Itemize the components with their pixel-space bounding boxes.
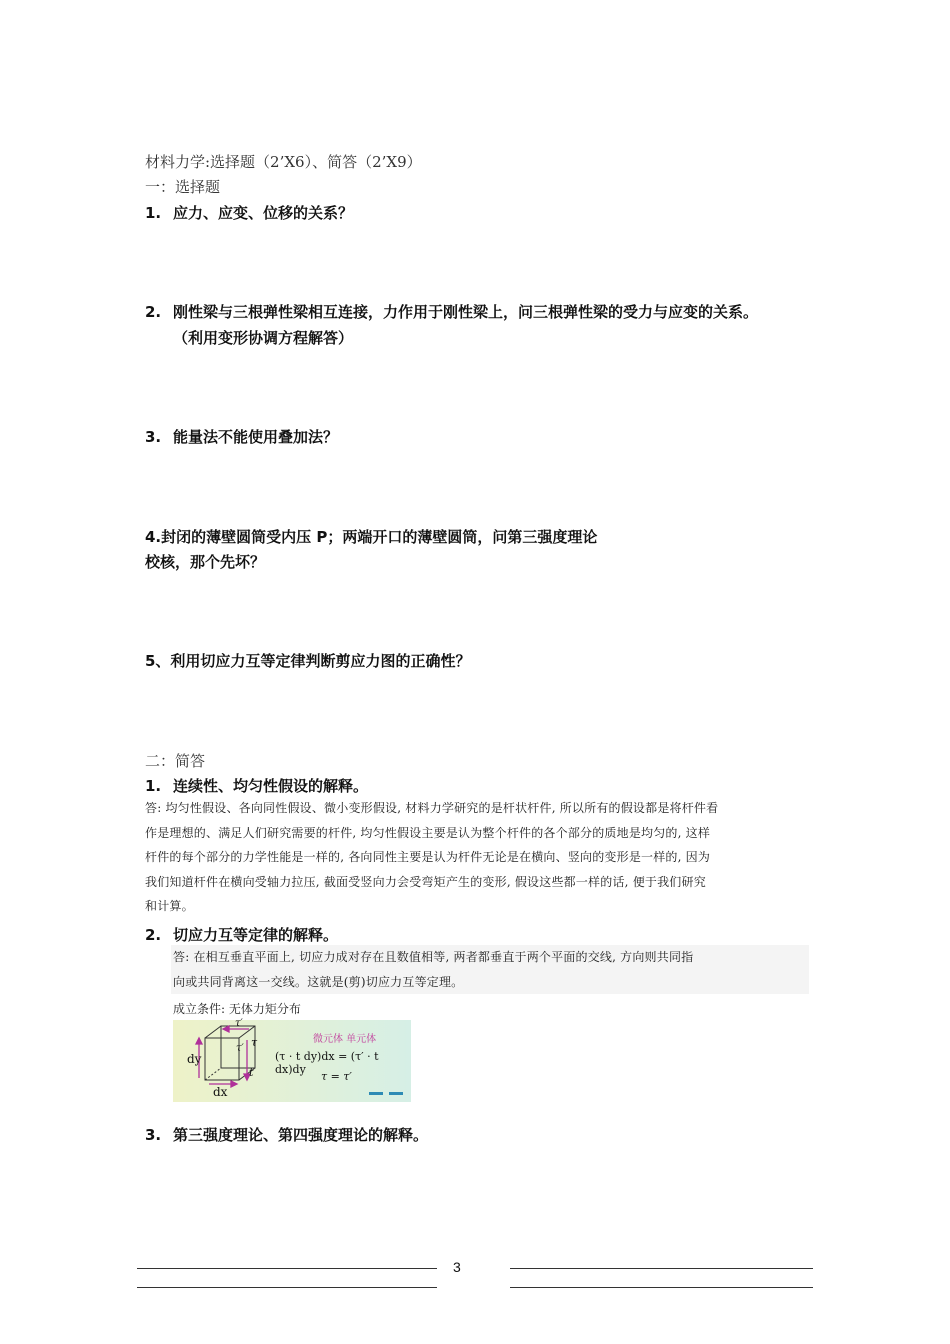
footer-rule-right-bottom xyxy=(510,1287,813,1288)
equation-2: τ = τ′ xyxy=(321,1070,352,1083)
figure-title: 微元体 单元体 xyxy=(313,1034,377,1045)
answer-line: 答: 均匀性假设、各向同性假设、微小变形假设, 材料力学研究的是杆状杆件, 所以所有的假设都是将杆件看 xyxy=(145,801,719,815)
tau-prime-label-top: τ′ xyxy=(235,1018,243,1029)
decor-bar-2 xyxy=(389,1092,403,1095)
answer-line: 向或共同背离这一交线。这就是(剪)切应力互等定理。 xyxy=(173,974,464,989)
short-question-3 xyxy=(145,1124,428,1145)
question-text: 连续性、均匀性假设的解释。 xyxy=(173,777,369,795)
answer-line: 和计算。 xyxy=(145,899,194,913)
question-number: 3. xyxy=(145,1126,162,1144)
question-text: 切应力互等定律的解释。 xyxy=(173,926,339,944)
choice-question-4-line2: 校核，那个先坏？ xyxy=(145,553,266,571)
shear-element-figure xyxy=(173,1020,411,1102)
question-number: 2. xyxy=(145,303,162,321)
choice-question-3 xyxy=(145,426,338,447)
short-question-2 xyxy=(145,924,338,945)
question-number: 3. xyxy=(145,428,162,446)
document-title: 材料力学:选择题（2’X6）、简答（2’X9） xyxy=(145,153,422,171)
question-text: 应力、应变、位移的关系？ xyxy=(173,204,354,222)
question-text: 能量法不能使用叠加法？ xyxy=(173,428,339,446)
condition-text: 成立条件: 无体力矩分布 xyxy=(173,1002,301,1016)
question-number: 2. xyxy=(145,926,162,944)
choice-question-2 xyxy=(145,301,825,322)
section-heading-choice: 一：选择题 xyxy=(145,178,221,196)
footer-rule-right-top xyxy=(510,1268,813,1269)
equation-1: (τ · t dy)dx = (τ′ · t dx)dy xyxy=(275,1050,379,1076)
t-label: t xyxy=(249,1066,254,1079)
question-text: 刚性梁与三根弹性梁相互连接，力作用于刚性梁上，问三根弹性梁的受力与应变的关系。 xyxy=(173,303,759,321)
choice-question-4-line1: 4.封闭的薄壁圆筒受内压 P；两端开口的薄壁圆筒，问第三强度理论 xyxy=(145,528,598,546)
question-number: 1. xyxy=(145,204,162,222)
tau-label-right: τ xyxy=(251,1036,258,1049)
dx-label: dx xyxy=(213,1085,228,1099)
choice-question-2-note: （利用变形协调方程解答） xyxy=(173,329,354,347)
answer-line: 我们知道杆件在横向受轴力拉压, 截面受竖向力会受弯矩产生的变形, 假设这些都一样的话, 便于我们研究 xyxy=(145,874,706,889)
decor-bar-1 xyxy=(369,1092,383,1095)
answer-line: 作是理想的、满足人们研究需要的杆件, 均匀性假设主要是认为整个杆件的各个部分的质地是均匀的, 这样 xyxy=(145,825,711,840)
answer-2 xyxy=(171,945,809,994)
section-heading-short-answer: 二：简答 xyxy=(145,752,206,770)
dy-label: dy xyxy=(187,1052,202,1066)
choice-question-5: 5、利用切应力互等定律判断剪应力图的正确性？ xyxy=(145,652,471,670)
short-question-1 xyxy=(145,775,368,796)
footer-rule-left-top xyxy=(137,1268,437,1269)
choice-question-1 xyxy=(145,202,353,223)
footer-rule-left-bottom xyxy=(137,1287,437,1288)
answer-line: 杆件的每个部分的力学性能是一样的, 各向同性主要是认为杆件无论是在横向、竖向的变形是一样的, 因为 xyxy=(145,850,711,864)
answer-1 xyxy=(145,796,815,919)
page-number: 3 xyxy=(453,1259,461,1275)
question-number: 1. xyxy=(145,777,162,795)
answer-line: 答: 在相互垂直平面上, 切应力成对存在且数值相等, 两者都垂直于两个平面的交线, 方向则共同指 xyxy=(173,950,694,964)
question-text: 第三强度理论、第四强度理论的解释。 xyxy=(173,1126,429,1144)
tau-prime-label-inner: τ′ xyxy=(236,1043,244,1054)
